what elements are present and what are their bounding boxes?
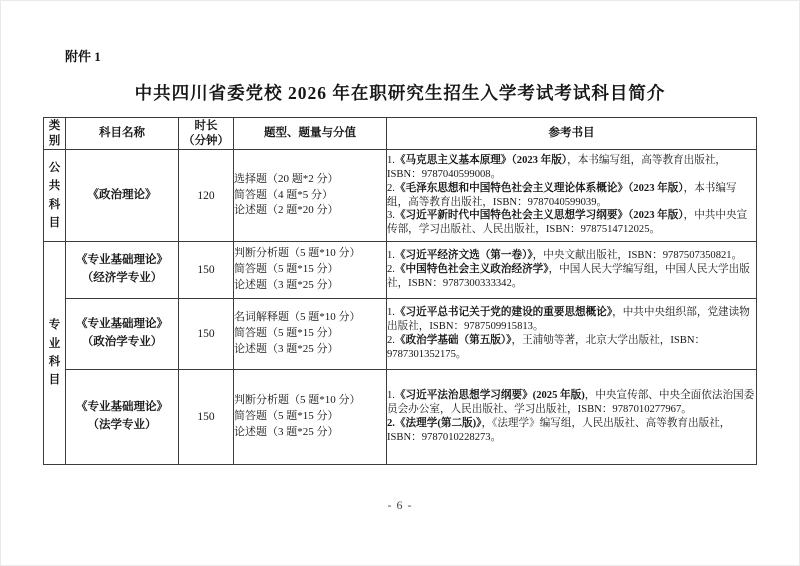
- reference-item: [387, 389, 756, 417]
- reference-text: ，中央文献出版社，ISBN：9787507350821。: [532, 250, 743, 262]
- table-row: [44, 299, 757, 370]
- questions-cell: [234, 370, 387, 465]
- page-title: 中共四川省委党校 2026 年在职研究生招生入学考试考试科目简介: [134, 83, 666, 103]
- question-line: 简答题（5 题*15 分）: [234, 410, 339, 423]
- reference-text: 1.: [387, 250, 395, 262]
- duration-cell: 150: [179, 242, 234, 299]
- reference-text: ，王浦劬等著，北京大学出版社，ISBN：9787301352175。: [387, 335, 706, 360]
- column-header: 题型、题量与分值: [234, 118, 387, 150]
- question-line: 论述题（2 题*20 分）: [234, 204, 339, 217]
- reference-text: ，中央宣传部、中央全面依法治国委员会办公室，人民出版社、学习出版社，ISBN：9787010277967。: [387, 390, 755, 416]
- column-header: 时长 （分钟）: [179, 118, 234, 150]
- column-header: 类 别: [44, 118, 66, 150]
- reference-text: 《中国特色社会主义政治经济学》: [394, 264, 549, 276]
- category-cell: 公 共 科 目: [44, 150, 66, 242]
- reference-text: ，《法理学》编写组，人民出版社、高等教育出版社，ISBN：9787010228273。: [387, 418, 731, 443]
- reference-text: 《习近平经济文选（第一卷）》: [394, 250, 533, 262]
- questions-cell: [234, 242, 387, 299]
- reference-item: [387, 263, 756, 291]
- table-body: [44, 150, 757, 465]
- subjects-table: [43, 117, 757, 465]
- reference-text: ，中国人民大学编写组，中国人民大学出版社，ISBN：9787300333342。: [387, 264, 750, 289]
- reference-text: 《习近平新时代中国特色社会主义思想学习纲要》（2023 年版）: [394, 210, 684, 222]
- reference-item: [387, 182, 756, 210]
- reference-text: ，中共中央组织部，党建读物出版社，ISBN：9787509915813。: [387, 307, 750, 333]
- reference-text: 《马克思主义基本原理》（2023 年版）: [394, 154, 568, 166]
- question-line: 简答题（5 题*15 分）: [234, 263, 339, 276]
- subject-cell: 《专业基础理论》 （政治学专业）: [66, 299, 179, 370]
- reference-text: 1.: [387, 154, 395, 166]
- references-cell: [387, 299, 757, 370]
- reference-text: 1.: [387, 390, 395, 402]
- subject-cell: 《专业基础理论》 （法学专业）: [66, 370, 179, 465]
- question-line: 论述题（3 题*25 分）: [234, 342, 339, 355]
- reference-text: 《习近平总书记关于党的建设的重要思想概论》: [394, 307, 613, 319]
- duration-cell: 150: [179, 299, 234, 370]
- reference-item: [387, 154, 756, 182]
- column-header: 参考书目: [387, 118, 757, 150]
- reference-text: 2.: [387, 182, 395, 194]
- reference-text: 2.: [387, 264, 395, 276]
- questions-cell: [234, 150, 387, 242]
- question-line: 名词解释题（5 题*10 分）: [234, 311, 361, 324]
- duration-cell: 150: [179, 370, 234, 465]
- subject-cell: 《专业基础理论》 （经济学专业）: [66, 242, 179, 299]
- reference-text: 《政治学基础（第五版）》: [394, 335, 512, 346]
- column-header: 科目名称: [66, 118, 179, 150]
- reference-item: [387, 306, 756, 334]
- reference-text: 3.: [387, 210, 395, 222]
- references-cell: [387, 242, 757, 299]
- references-cell: [387, 150, 757, 242]
- reference-text: ，本书编写组，高等教育出版社，ISBN：9787040599039。: [387, 182, 737, 208]
- reference-text: 1.: [387, 307, 395, 319]
- reference-text: 2.《法理学(第二版)》: [387, 418, 482, 429]
- table-row: [44, 370, 757, 465]
- question-line: 简答题（4 题*5 分）: [234, 188, 333, 201]
- reference-item: [387, 249, 756, 263]
- reference-text: 2.: [387, 335, 395, 346]
- question-line: 选择题（20 题*2 分）: [234, 172, 339, 185]
- questions-cell: [234, 299, 387, 370]
- question-line: 论述题（3 题*25 分）: [234, 278, 339, 291]
- reference-item: [387, 209, 756, 237]
- table-head: [44, 118, 757, 150]
- table-row: [44, 150, 757, 242]
- reference-text: 《习近平法治思想学习纲要》(2025 年版): [394, 390, 585, 402]
- table-row: [44, 242, 757, 299]
- reference-text: 《毛泽东思想和中国特色社会主义理论体系概论》（2023 年版）: [394, 182, 684, 194]
- table-header-row: [44, 118, 757, 150]
- category-cell: 专 业 科 目: [44, 242, 66, 465]
- reference-item: [387, 417, 756, 445]
- references-cell: [387, 370, 757, 465]
- duration-cell: 120: [179, 150, 234, 242]
- question-line: 判断分析题（5 题*10 分）: [234, 394, 361, 407]
- question-line: 简答题（5 题*15 分）: [234, 327, 339, 340]
- reference-text: ，本书编写组，高等教育出版社，ISBN：9787040599008。: [387, 154, 727, 180]
- attachment-label: 附件 1: [65, 49, 101, 64]
- subject-cell: 《政治理论》: [66, 150, 179, 242]
- reference-text: ，中共中央宣传部，学习出版社、人民出版社，ISBN：9787514712025。: [387, 210, 748, 236]
- question-line: 论述题（3 题*25 分）: [234, 425, 339, 438]
- page-number: - 6 -: [387, 498, 413, 512]
- reference-item: [387, 334, 756, 362]
- question-line: 判断分析题（5 题*10 分）: [234, 247, 361, 260]
